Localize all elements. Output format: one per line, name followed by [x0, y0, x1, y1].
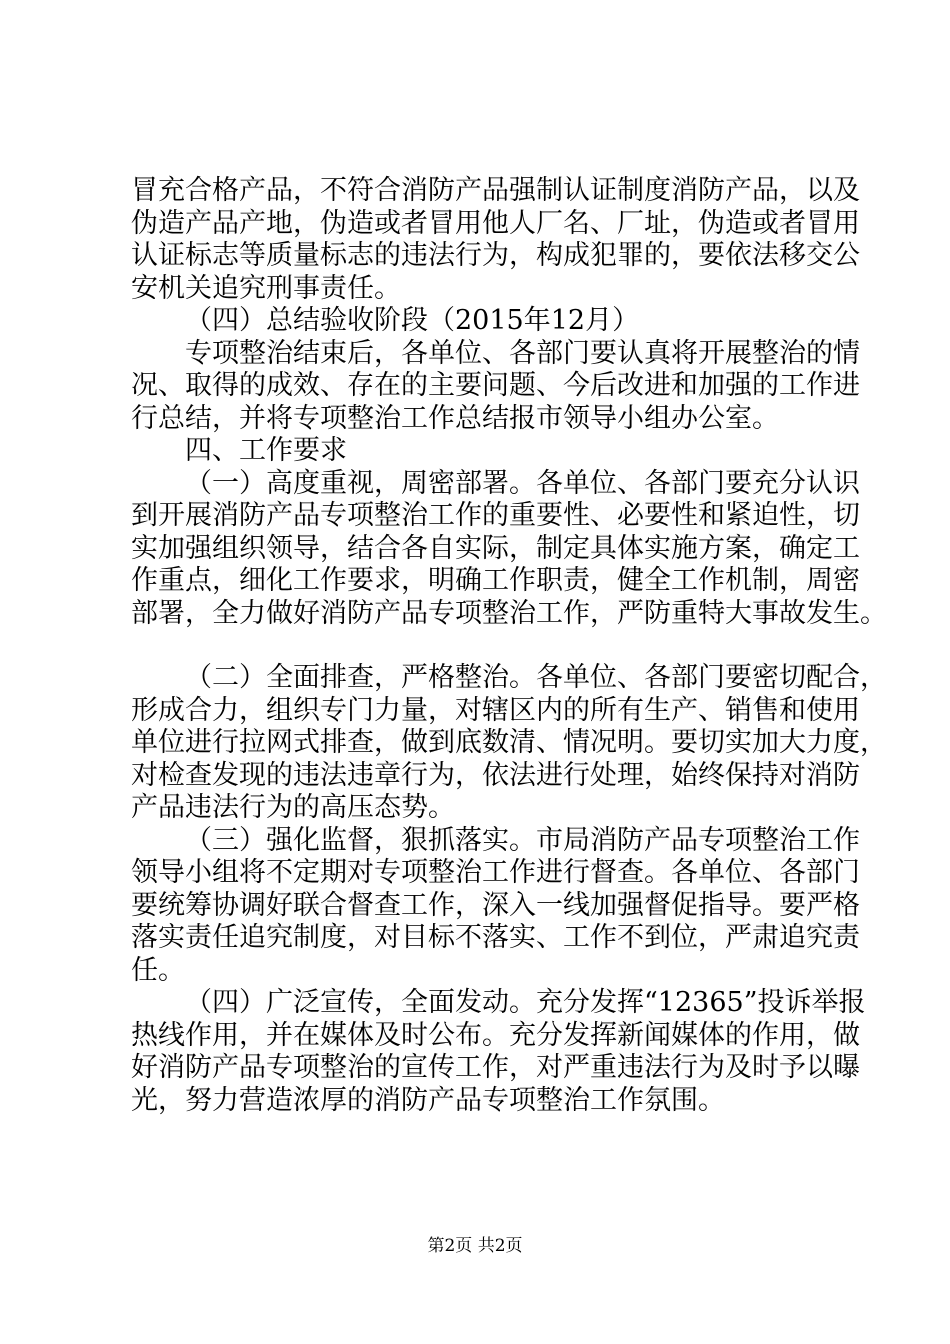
page-footer — [0, 1236, 950, 1256]
text-line: 作重点，细化工作要求，明确工作职责，健全工作机制，周密 — [131, 565, 860, 596]
text-line: 伪造产品产地，伪造或者冒用他人厂名、厂址，伪造或者冒用 — [131, 207, 860, 239]
page-number-label: 第2页 共2页 — [427, 1236, 523, 1256]
text-line: 领导小组将不定期对专项整治工作进行督查。各单位、各部门 — [131, 857, 860, 888]
text-line: 专项整治结束后，各单位、各部门要认真将开展整治的情 — [185, 337, 860, 369]
text-line: 安机关追究刑事责任。 — [131, 272, 401, 304]
text-line: （四）广泛宣传，全面发动。充分发挥“12365”投诉举报 — [185, 987, 866, 1018]
text-line: 要统筹协调好联合督查工作，深入一线加强督促指导。要严格 — [131, 889, 860, 921]
text-line: 热线作用，并在媒体及时公布。充分发挥新闻媒体的作用，做 — [131, 1019, 860, 1051]
paragraph-gap — [131, 630, 851, 662]
text-line: 好消防产品专项整治的宣传工作，对严重违法行为及时予以曝 — [131, 1052, 860, 1083]
section-heading: 四、工作要求 — [185, 435, 347, 466]
text-line: 单位进行拉网式排查，做到底数清、情况明。要切实加大力度， — [131, 727, 887, 758]
text-line: 认证标志等质量标志的违法行为，构成犯罪的，要依法移交公 — [131, 240, 860, 271]
text-line: 冒充合格产品，不符合消防产品强制认证制度消防产品，以及 — [131, 175, 860, 206]
text-line: 产品违法行为的高压态势。 — [131, 792, 455, 823]
text-line: 行总结，并将专项整治工作总结报市领导小组办公室。 — [131, 402, 779, 434]
text-line: 实加强组织领导，结合各自实际，制定具体实施方案，确定工 — [131, 532, 860, 564]
text-line: （一）高度重视，周密部署。各单位、各部门要充分认识 — [185, 467, 860, 499]
document-body — [131, 175, 887, 1117]
text-line: 落实责任追究制度，对目标不落实、工作不到位，严肃追究责 — [131, 922, 860, 953]
section-heading: （四）总结验收阶段（2015年12月） — [185, 305, 640, 336]
text-line: （三）强化监督，狠抓落实。市局消防产品专项整治工作 — [185, 824, 860, 856]
text-line: （二）全面排查，严格整治。各单位、各部门要密切配合， — [185, 662, 887, 693]
text-line: 对检查发现的违法违章行为，依法进行处理，始终保持对消防 — [131, 759, 860, 791]
text-line: 任。 — [131, 954, 185, 986]
text-line: 到开展消防产品专项整治工作的重要性、必要性和紧迫性，切 — [131, 500, 860, 531]
text-line: 光，努力营造浓厚的消防产品专项整治工作氛围。 — [131, 1084, 725, 1116]
text-line: 部署，全力做好消防产品专项整治工作，严防重特大事故发生。 — [131, 597, 887, 629]
text-line: 形成合力，组织专门力量，对辖区内的所有生产、销售和使用 — [131, 694, 860, 726]
text-line: 况、取得的成效、存在的主要问题、今后改进和加强的工作进 — [131, 370, 860, 401]
